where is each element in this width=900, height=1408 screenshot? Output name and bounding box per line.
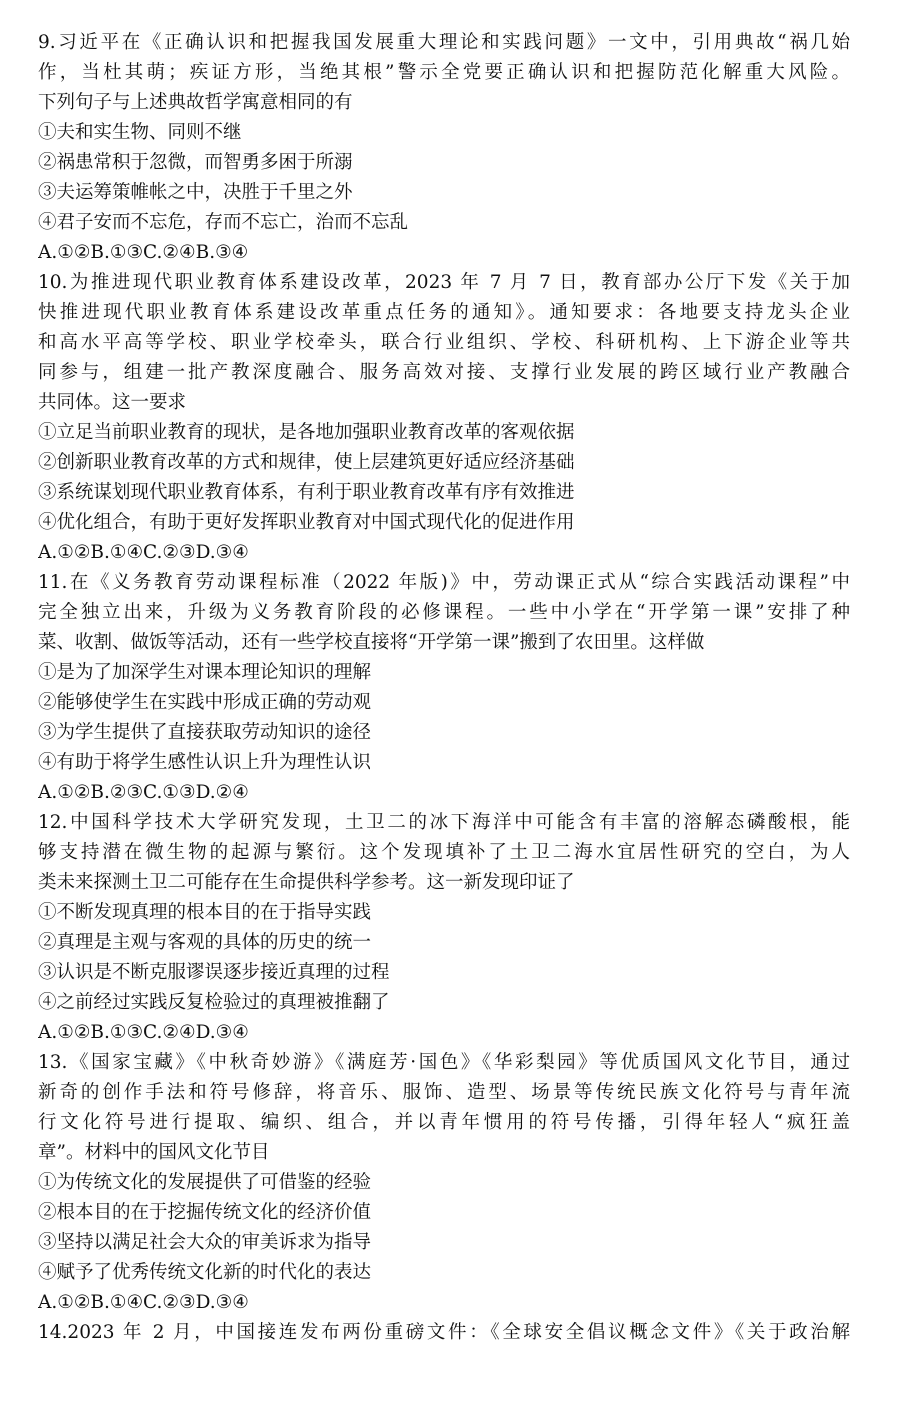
question-stem-line: 行文化符号进行提取、编织、组合，并以青年惯用的符号传播，引得年轻人“疯狂盖 — [38, 1112, 850, 1133]
question-stem-line: 12.中国科学技术大学研究发现，土卫二的冰下海洋中可能含有丰富的溶解态磷酸根，能 — [38, 812, 850, 833]
option-line: ①是为了加深学生对课本理论知识的理解 — [38, 662, 372, 683]
question-stem-line: 快推进现代职业教育体系建设改革重点任务的通知》。通知要求：各地要支持龙头企业 — [38, 302, 850, 323]
exam-page — [38, 28, 850, 1348]
option-line: ②根本目的在于挖掘传统文化的经济价值 — [38, 1202, 372, 1223]
question-stem-line: 下列句子与上述典故哲学寓意相同的有 — [38, 92, 353, 113]
question-stem-line: 13.《国家宝藏》《中秋奇妙游》《满庭芳·国色》《华彩梨园》等优质国风文化节目，通过 — [38, 1052, 850, 1073]
option-line: ②祸患常积于忽微，而智勇多困于所溺 — [38, 152, 353, 173]
question-stem-line: 作，当杜其萌；疾证方形，当绝其根”警示全党要正确认识和把握防范化解重大风险。 — [38, 62, 850, 83]
question-stem-line: 够支持潜在微生物的起源与繁衍。这个发现填补了土卫二海水宜居性研究的空白，为人 — [38, 842, 850, 863]
option-line: ②真理是主观与客观的具体的历史的统一 — [38, 932, 372, 953]
option-line: ④赋予了优秀传统文化新的时代化的表达 — [38, 1262, 372, 1283]
question-12 — [38, 808, 850, 1048]
answer-choices: A.①②B.①④C.②③D.③④ — [38, 542, 249, 563]
question-11 — [38, 568, 850, 808]
question-stem-line: 新奇的创作手法和符号修辞，将音乐、服饰、造型、场景等传统民族文化符号与青年流 — [38, 1082, 850, 1103]
question-stem-line: 9.习近平在《正确认识和把握我国发展重大理论和实践问题》一文中，引用典故“祸几始 — [38, 32, 850, 53]
question-stem-line: 同参与，组建一批产教深度融合、服务高效对接、支撑行业发展的跨区域行业产教融合 — [38, 362, 850, 383]
question-9 — [38, 28, 850, 268]
question-14 — [38, 1318, 850, 1348]
option-line: ③认识是不断克服谬误逐步接近真理的过程 — [38, 962, 390, 983]
answer-choices: A.①②B.②③C.①③D.②④ — [38, 782, 249, 803]
question-stem-line: 14.2023 年 2 月，中国接连发布两份重磅文件：《全球安全倡议概念文件》《关于政治解 — [38, 1322, 850, 1343]
answer-choices: A.①②B.①④C.②③D.③④ — [38, 1292, 249, 1313]
option-line: ②创新职业教育改革的方式和规律，使上层建筑更好适应经济基础 — [38, 452, 575, 473]
option-line: ④有助于将学生感性认识上升为理性认识 — [38, 752, 372, 773]
option-line: ①夫和实生物、同则不继 — [38, 122, 242, 143]
question-stem-line: 章”。材料中的国风文化节目 — [38, 1142, 270, 1163]
question-stem-line: 10.为推进现代职业教育体系建设改革，2023 年 7 月 7 日，教育部办公厅下发《关于加 — [38, 272, 850, 293]
option-line: ③系统谋划现代职业教育体系，有利于职业教育改革有序有效推进 — [38, 482, 575, 503]
option-line: ③为学生提供了直接获取劳动知识的途径 — [38, 722, 372, 743]
option-line: ③夫运筹策帷帐之中，决胜于千里之外 — [38, 182, 353, 203]
question-10 — [38, 268, 850, 568]
option-line: ①不断发现真理的根本目的在于指导实践 — [38, 902, 372, 923]
option-line: ①立足当前职业教育的现状，是各地加强职业教育改革的客观依据 — [38, 422, 575, 443]
option-line: ④之前经过实践反复检验过的真理被推翻了 — [38, 992, 390, 1013]
question-stem-line: 和高水平高等学校、职业学校牵头，联合行业组织、学校、科研机构、上下游企业等共 — [38, 332, 850, 353]
option-line: ④优化组合，有助于更好发挥职业教育对中国式现代化的促进作用 — [38, 512, 575, 533]
question-stem-line: 类未来探测土卫二可能存在生命提供科学参考。这一新发现印证了 — [38, 872, 575, 893]
option-line: ①为传统文化的发展提供了可借鉴的经验 — [38, 1172, 372, 1193]
question-stem-line: 共同体。这一要求 — [38, 392, 187, 413]
option-line: ③坚持以满足社会大众的审美诉求为指导 — [38, 1232, 372, 1253]
option-line: ④君子安而不忘危，存而不忘亡，治而不忘乱 — [38, 212, 409, 233]
question-stem-line: 完全独立出来，升级为义务教育阶段的必修课程。一些中小学在“开学第一课”安排了种 — [38, 602, 850, 623]
question-13 — [38, 1048, 850, 1318]
answer-choices: A.①②B.①③C.②④B.③④ — [38, 242, 249, 263]
question-stem-line: 11.在《义务教育劳动课程标准（2022 年版)》中，劳动课正式从“综合实践活动课程”中 — [38, 572, 850, 593]
option-line: ②能够使学生在实践中形成正确的劳动观 — [38, 692, 372, 713]
question-stem-line: 菜、收割、做饭等活动，还有一些学校直接将“开学第一课”搬到了农田里。这样做 — [38, 632, 705, 653]
answer-choices: A.①②B.①③C.②④D.③④ — [38, 1022, 249, 1043]
